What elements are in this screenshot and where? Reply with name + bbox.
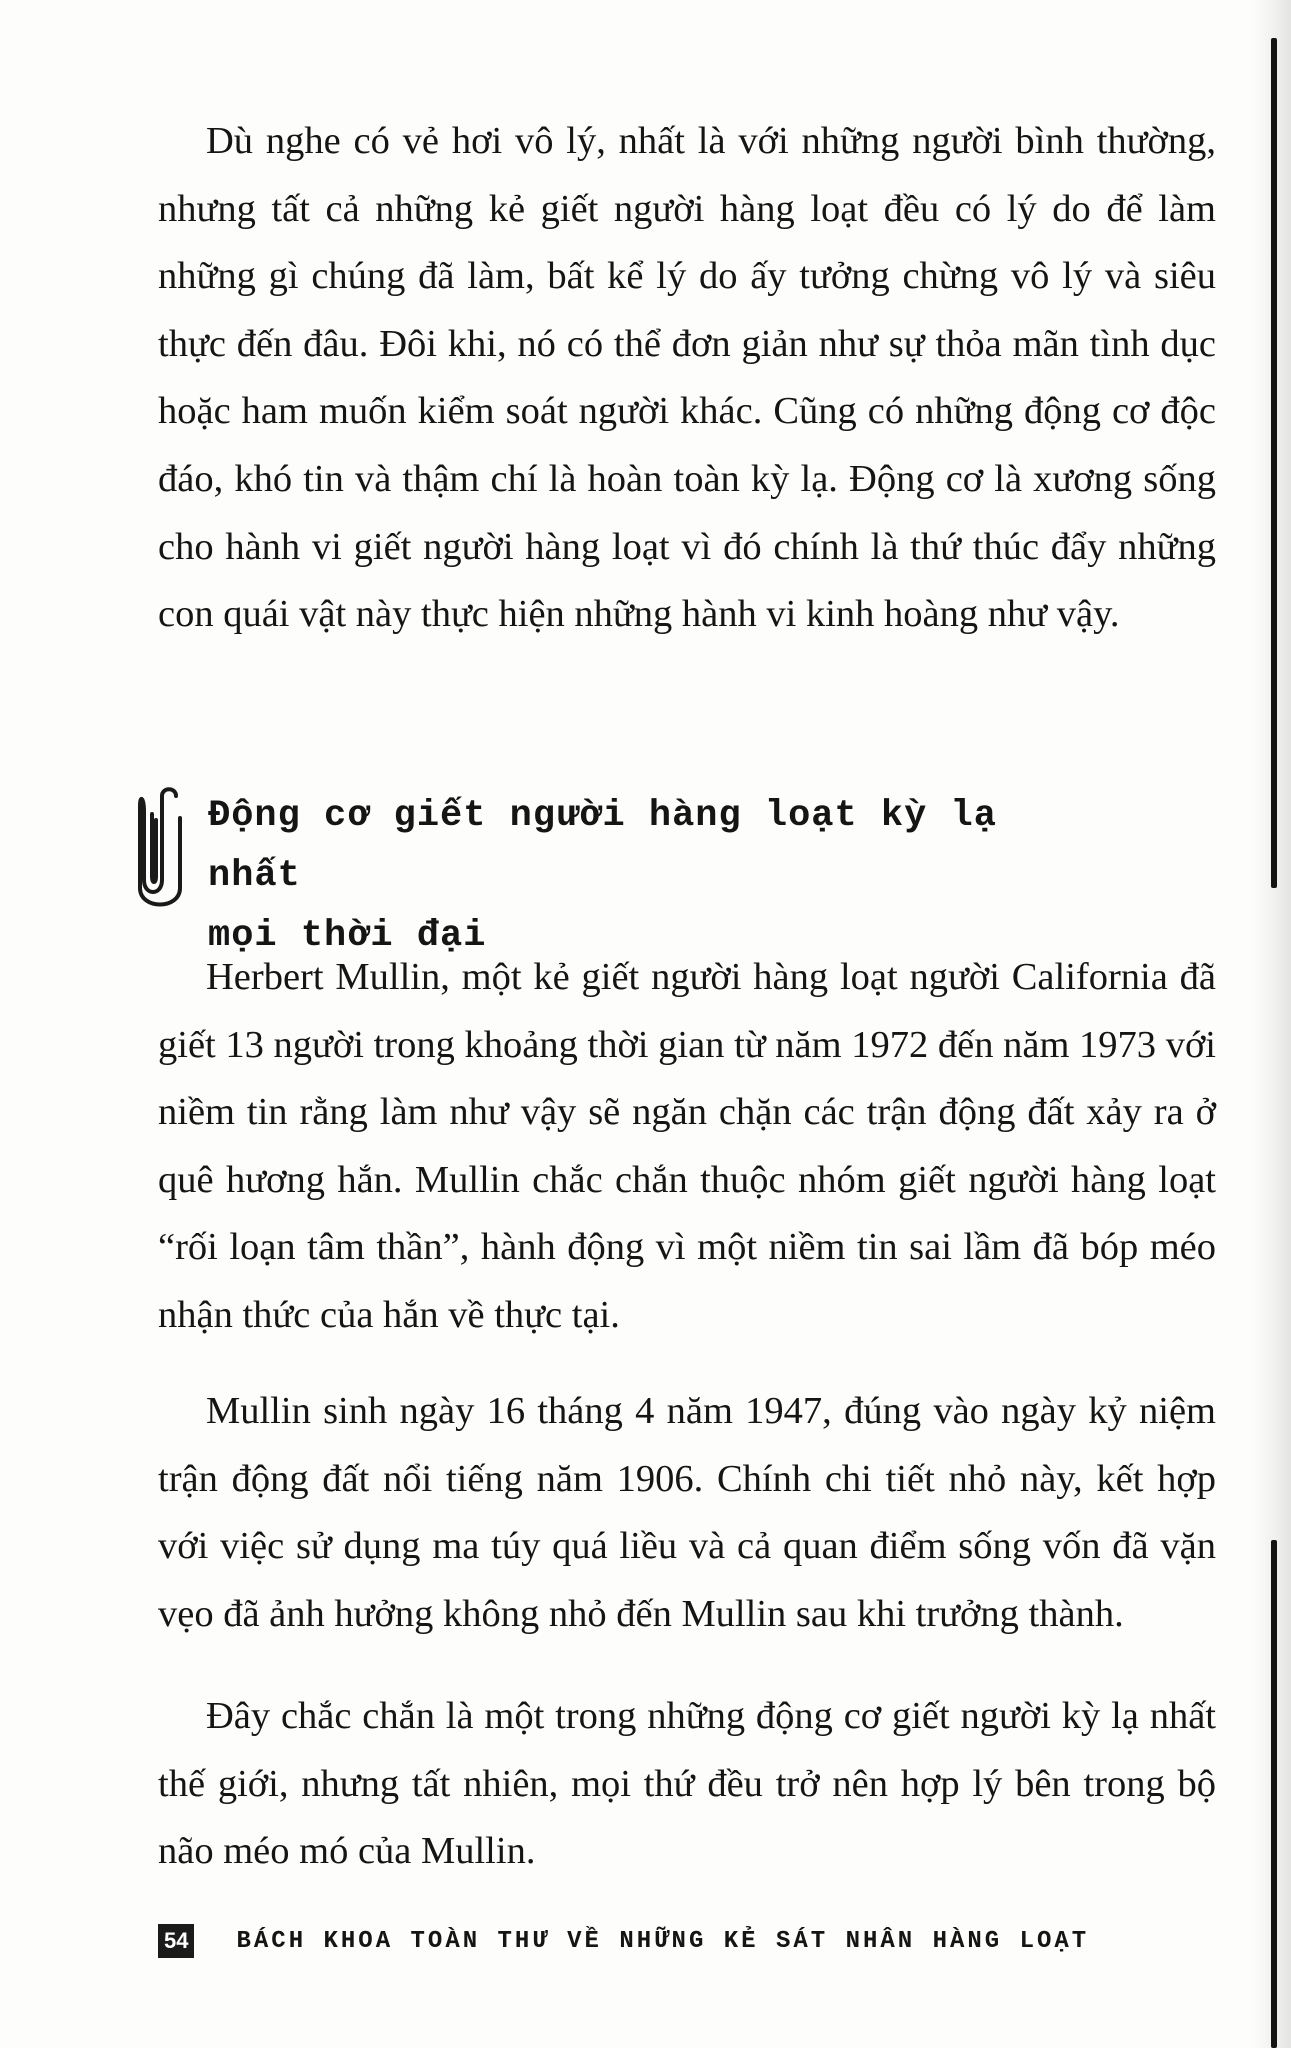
paperclip-icon <box>136 784 188 914</box>
mullin-paragraph-1: Herbert Mullin, một kẻ giết người hàng loạt người California đã giết 13 người trong khoảng thời gian từ năm 1972 đến năm 1973 với niềm tin rằng làm như vậy sẽ ngăn chặn các trận động đất xảy ra ở quê hương hắn. Mullin chắc chắn thuộc nhóm giết người hàng loạt “rối loạn tâm thần”, hành động vì một niềm tin sai lầm đã bóp méo nhận thức của hắn về thực tại. <box>158 956 1216 1336</box>
book-spine-edge <box>1271 1540 1277 2048</box>
mullin-paragraph-2: Mullin sinh ngày 16 tháng 4 năm 1947, đúng vào ngày kỷ niệm trận động đất nổi tiếng năm 1906. Chính chi tiết nhỏ này, kết hợp với việc sử dụng ma túy quá liều và cả quan điểm sống vốn đã vặn vẹo đã ảnh hưởng không nhỏ đến Mullin sau khi trưởng thành. <box>158 1390 1216 1635</box>
section-heading-line-1: Động cơ giết người hàng loạt kỳ lạ nhất <box>208 795 997 897</box>
book-spine-edge <box>1271 38 1277 888</box>
section-heading <box>208 786 1108 966</box>
page-number: 54 <box>158 1924 194 1958</box>
running-title: BÁCH KHOA TOÀN THƯ VỀ NHỮNG KẺ SÁT NHÂN HÀNG LOẠT <box>236 1927 1090 1955</box>
intro-paragraph: Dù nghe có vẻ hơi vô lý, nhất là với những người bình thường, nhưng tất cả những kẻ giết người hàng loạt đều có lý do để làm những gì chúng đã làm, bất kể lý do ấy tưởng chừng vô lý và siêu thực đến đâu. Đôi khi, nó có thể đơn giản như sự thỏa mãn tình dục hoặc ham muốn kiểm soát người khác. Cũng có những động cơ độc đáo, khó tin và thậm chí là hoàn toàn kỳ lạ. Động cơ là xương sống cho hành vi giết người hàng loạt vì đó chính là thứ thúc đẩy những con quái vật này thực hiện những hành vi kinh hoàng như vậy. <box>158 120 1216 636</box>
mullin-paragraph-3: Đây chắc chắn là một trong những động cơ giết người kỳ lạ nhất thế giới, nhưng tất nhiên, mọi thứ đều trở nên hợp lý bên trong bộ não méo mó của Mullin. <box>158 1695 1216 1873</box>
page-footer <box>158 1919 1158 1963</box>
section-heading-line-2: mọi thời đại <box>208 915 487 957</box>
